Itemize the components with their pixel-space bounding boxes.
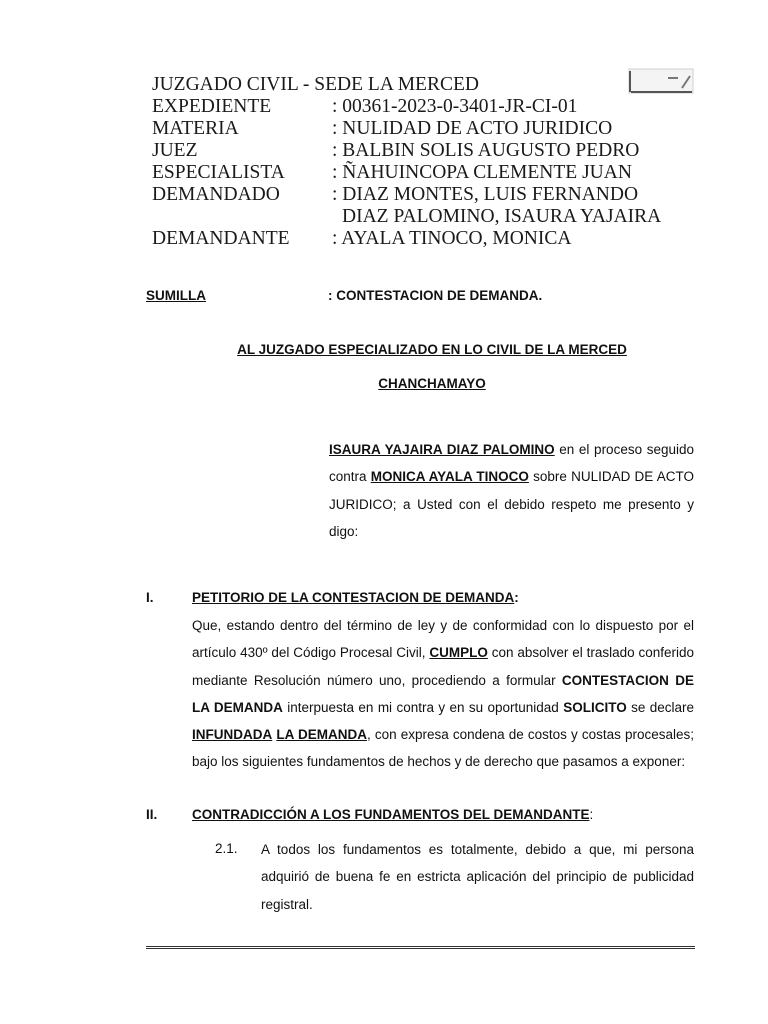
section-1-title: PETITORIO DE LA CONTESTACION DE DEMANDA [192,590,515,605]
s1-la-demanda: LA DEMANDA [276,727,367,743]
header-value: : 00361-2023-0-3401-JR-CI-01 [332,96,578,117]
sumilla-value: : CONTESTACION DE DEMANDA. [328,288,543,303]
header-value: : DIAZ MONTES, LUIS FERNANDO [332,184,639,205]
header-value: : ÑAHUINCOPA CLEMENTE JUAN [332,162,632,183]
header-row-juez [152,140,712,162]
opponent-name: MONICA AYALA TINOCO [370,469,529,485]
court-name [152,74,712,96]
header-row-demandado [152,184,712,206]
header-value: : BALBIN SOLIS AUGUSTO PEDRO [332,140,640,161]
header-row-demandante [152,228,712,250]
section-2-title: CONTRADICCIÓN A LOS FUNDAMENTOS DEL DEMANDANTE [192,807,590,822]
header-key: EXPEDIENTE [152,96,272,117]
section-2-heading [192,807,593,822]
s1-text-5: , con expresa condena de costos y costas procesales; bajo los siguientes fundamentos de hechos y de derecho que pasamos a exponer: [192,727,694,770]
header-value: DIAZ PALOMINO, ISAURA YAJAIRA [342,206,662,227]
section-1-paragraph [192,612,694,776]
intro-paragraph [329,436,694,545]
s1-text-3: interpuesta en mi contra y en su oportunidad [282,699,564,715]
header-key: JUEZ [152,140,198,161]
section-2-colon: : [589,807,594,822]
header-row-demandado-2 [152,206,712,228]
court-name-text: JUZGADO CIVIL - SEDE LA MERCED [152,74,479,95]
case-header [152,74,712,250]
footer-rule [146,946,695,949]
s1-cumplo: CUMPLO [429,645,488,661]
header-row-expediente [152,96,712,118]
header-value: : AYALA TINOCO, MONICA [332,228,572,249]
s1-text-2: con absolver el traslado conferido mediante Resolución número uno, procediendo a formular [192,645,694,688]
sumilla [146,288,543,303]
s1-text-1: Que, estando dentro del término de ley y de conformidad con lo dispuesto por el artículo 430º del Código Procesal Civil, [192,618,694,661]
item-2-1-text: A todos los fundamentos es totalmente, debido a que, mi persona adquirió de buena fe en estricta aplicación del principio de publicidad registral. [261,842,694,912]
s1-infundada: INFUNDADA [192,727,273,743]
header-value: : NULIDAD DE ACTO JURIDICO [332,118,613,139]
item-2-1-number: 2.1. [215,841,238,856]
intro-text-1: en el proceso seguido contra [329,442,694,485]
addressee-line-2: CHANCHAMAYO [378,376,486,391]
header-key: DEMANDADO [152,184,280,205]
header-key: MATERIA [152,118,239,139]
s1-solicito: SOLICITO [563,699,627,715]
header-row-especialista [152,162,712,184]
s1-contestacion: CONTESTACION DE LA DEMANDA [192,672,694,715]
intro-text-2: sobre NULIDAD DE ACTO JURIDICO; a Usted con el debido respeto me presento y digo: [329,469,694,539]
sumilla-label: SUMILLA [146,288,206,303]
header-key: DEMANDANTE [152,228,290,249]
s1-text-4: se declare [626,699,694,715]
header-key: ESPECIALISTA [152,162,285,183]
section-1-heading [192,590,519,605]
addressee-line-1: AL JUZGADO ESPECIALIZADO EN LO CIVIL DE LA MERCED [237,342,627,357]
header-row-materia [152,118,712,140]
petitioner-name: ISAURA YAJAIRA DIAZ PALOMINO [329,442,555,457]
section-1-colon: : [514,590,519,605]
section-1-number: I. [146,590,154,605]
section-2-number: II. [146,807,158,822]
